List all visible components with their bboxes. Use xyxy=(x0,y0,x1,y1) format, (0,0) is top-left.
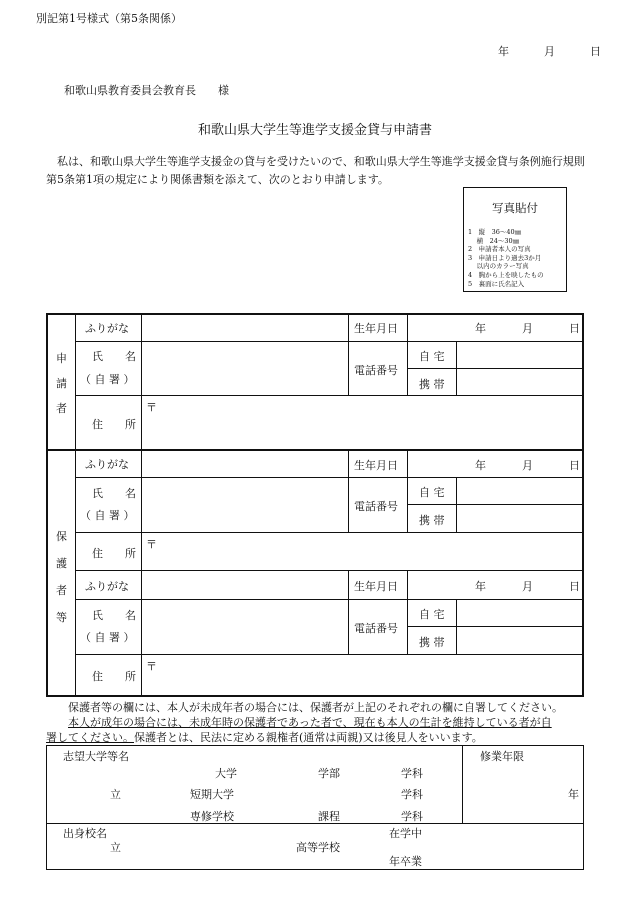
term-label: 修業年限 xyxy=(480,750,524,763)
enrolled-option[interactable]: 在学中 xyxy=(389,827,422,840)
section-char: 等 xyxy=(56,611,67,624)
guardian1-phone-label: 電話番号 xyxy=(354,500,398,513)
term-unit: 年 xyxy=(568,788,579,801)
note-line-3-rest: 保護者とは、民法に定める親権者(通常は両親)又は後見人をいいます。 xyxy=(134,731,483,744)
note-line-2: 本人が成年の場合には、未成年時の保護者であった者で、現在も本人の生計を維持している者が自 xyxy=(68,716,552,729)
dept-label-2: 学科 xyxy=(401,788,423,801)
univ-type-junior-college: 短期大学 xyxy=(190,788,234,801)
postal-mark: 〒 xyxy=(146,401,157,414)
graduated-option[interactable]: 年卒業 xyxy=(389,855,422,868)
applicant-address-label: 住 所 xyxy=(92,418,136,431)
applicant-mobile-label: 携 帯 xyxy=(419,378,445,391)
dept-label-3: 学科 xyxy=(401,810,423,823)
section-char: 者 xyxy=(56,584,67,597)
section-char: 護 xyxy=(56,557,67,570)
photo-note: 5 裏面に氏名記入 xyxy=(468,279,525,288)
photo-note: 4 胸から上を映したもの xyxy=(468,270,544,279)
dob-month-unit: 月 xyxy=(522,459,533,472)
postal-mark: 〒 xyxy=(146,538,157,551)
dob-day-unit: 日 xyxy=(569,322,580,335)
addressee: 和歌山県教育委員会教育長 様 xyxy=(64,84,229,97)
photo-note: 以内のカラー写真 xyxy=(468,262,529,271)
dob-day-unit: 日 xyxy=(569,459,580,472)
guardian2-home-phone-field[interactable] xyxy=(457,600,582,626)
guardian2-home-label: 自 宅 xyxy=(419,608,445,621)
dob-month-unit: 月 xyxy=(522,580,533,593)
applicant-address-field[interactable] xyxy=(142,396,582,449)
photo-title: 写真貼付 xyxy=(492,201,538,215)
applicant-home-phone-field[interactable] xyxy=(457,342,582,368)
origin-ritsu: 立 xyxy=(110,841,121,854)
applicant-furigana-field[interactable] xyxy=(142,315,347,340)
guardian2-dob-field[interactable] xyxy=(408,571,582,599)
guardian1-furigana-field[interactable] xyxy=(142,451,347,477)
guardian1-self-sign-label: （ 自 署 ） xyxy=(80,509,135,522)
photo-box[interactable] xyxy=(463,187,567,292)
dob-year-unit: 年 xyxy=(475,580,486,593)
dob-day-unit: 日 xyxy=(569,580,580,593)
applicant-dob-label: 生年月日 xyxy=(354,322,398,335)
section-char: 者 xyxy=(56,402,67,415)
guardian1-dob-field[interactable] xyxy=(408,451,582,477)
guardian2-address-label: 住 所 xyxy=(92,670,136,683)
note-line-1: 保護者等の欄には、本人が未成年者の場合には、保護者が上記のそれぞれの欄に自署してください。 xyxy=(68,701,563,714)
date-month-label: 月 xyxy=(544,45,555,58)
guardian1-mobile-label: 携 帯 xyxy=(419,514,445,527)
guardian2-furigana-label: ふりがな xyxy=(85,580,129,593)
form-reference: 別記第1号様式（第5条関係） xyxy=(36,12,182,25)
guardian1-furigana-label: ふりがな xyxy=(85,458,129,471)
guardian1-dob-label: 生年月日 xyxy=(354,459,398,472)
origin-school-label: 出身校名 xyxy=(63,827,107,840)
guardian1-address-field[interactable] xyxy=(142,533,582,570)
guardian2-address-field[interactable] xyxy=(142,655,582,695)
guardian1-address-label: 住 所 xyxy=(92,547,136,560)
term-field[interactable] xyxy=(463,760,582,822)
photo-note: 3 申請日より過去3か月 xyxy=(468,253,542,262)
guardian2-mobile-label: 携 帯 xyxy=(419,636,445,649)
intro-paragraph: 私は、和歌山県大学生等進学支援金の貸与を受けたいので、和歌山県大学生等進学支援金貸与条例施行規則第5条第1項の規定により関係書類を添えて、次のとおり申請します。 xyxy=(46,155,585,186)
guardian2-name-label: 氏 名 xyxy=(92,609,136,622)
application-date xyxy=(498,43,601,59)
univ-type-university: 大学 xyxy=(215,767,237,780)
guardian-section-label xyxy=(48,528,75,625)
guardian2-name-field[interactable] xyxy=(142,600,347,654)
guardian2-phone-label: 電話番号 xyxy=(354,622,398,635)
photo-note: 横 24〜30㎜ xyxy=(468,236,520,245)
date-year-label: 年 xyxy=(498,45,509,58)
guardian1-name-field[interactable] xyxy=(142,478,347,532)
applicant-name-field[interactable] xyxy=(142,342,347,395)
dept-label-1: 学科 xyxy=(401,767,423,780)
faculty-label: 学部 xyxy=(318,767,340,780)
applicant-dob-field[interactable] xyxy=(408,315,582,340)
guardian2-self-sign-label: （ 自 署 ） xyxy=(80,631,135,644)
guardian1-mobile-field[interactable] xyxy=(457,505,582,532)
high-school-label: 高等学校 xyxy=(296,841,340,854)
univ-ritsu: 立 xyxy=(110,788,121,801)
section-char: 請 xyxy=(56,377,67,390)
applicant-name-label: 氏 名 xyxy=(92,350,136,363)
note-line-3-underlined: 署してください。 xyxy=(46,731,134,744)
note-line-3 xyxy=(46,730,586,745)
guardian1-name-label: 氏 名 xyxy=(92,487,136,500)
univ-label: 志望大学等名 xyxy=(63,750,129,763)
applicant-section-label xyxy=(48,350,75,416)
guardian2-dob-label: 生年月日 xyxy=(354,580,398,593)
postal-mark: 〒 xyxy=(146,660,157,673)
guardian-note xyxy=(46,700,586,745)
dob-month-unit: 月 xyxy=(522,322,533,335)
dob-year-unit: 年 xyxy=(475,459,486,472)
document-title: 和歌山県大学生等進学支援金貸与申請書 xyxy=(197,123,432,138)
applicant-phone-label: 電話番号 xyxy=(354,364,398,377)
guardian2-furigana-field[interactable] xyxy=(142,571,347,599)
course-label: 課程 xyxy=(318,810,340,823)
applicant-self-sign-label: （ 自 署 ） xyxy=(80,373,135,386)
univ-type-vocational: 専修学校 xyxy=(190,810,234,823)
guardian2-mobile-field[interactable] xyxy=(457,627,582,654)
section-char: 申 xyxy=(56,352,67,365)
photo-notes xyxy=(468,228,544,288)
applicant-furigana-label: ふりがな xyxy=(85,322,129,335)
section-char: 保 xyxy=(56,530,67,543)
photo-note: 2 申請者本人の写真 xyxy=(468,245,531,254)
date-day-label: 日 xyxy=(590,45,601,58)
dob-year-unit: 年 xyxy=(475,322,486,335)
applicant-mobile-field[interactable] xyxy=(457,369,582,395)
photo-note: 1 縦 36〜40㎜ xyxy=(468,228,522,236)
guardian1-home-label: 自 宅 xyxy=(419,486,445,499)
guardian1-home-phone-field[interactable] xyxy=(457,478,582,504)
applicant-home-label: 自 宅 xyxy=(419,350,445,363)
